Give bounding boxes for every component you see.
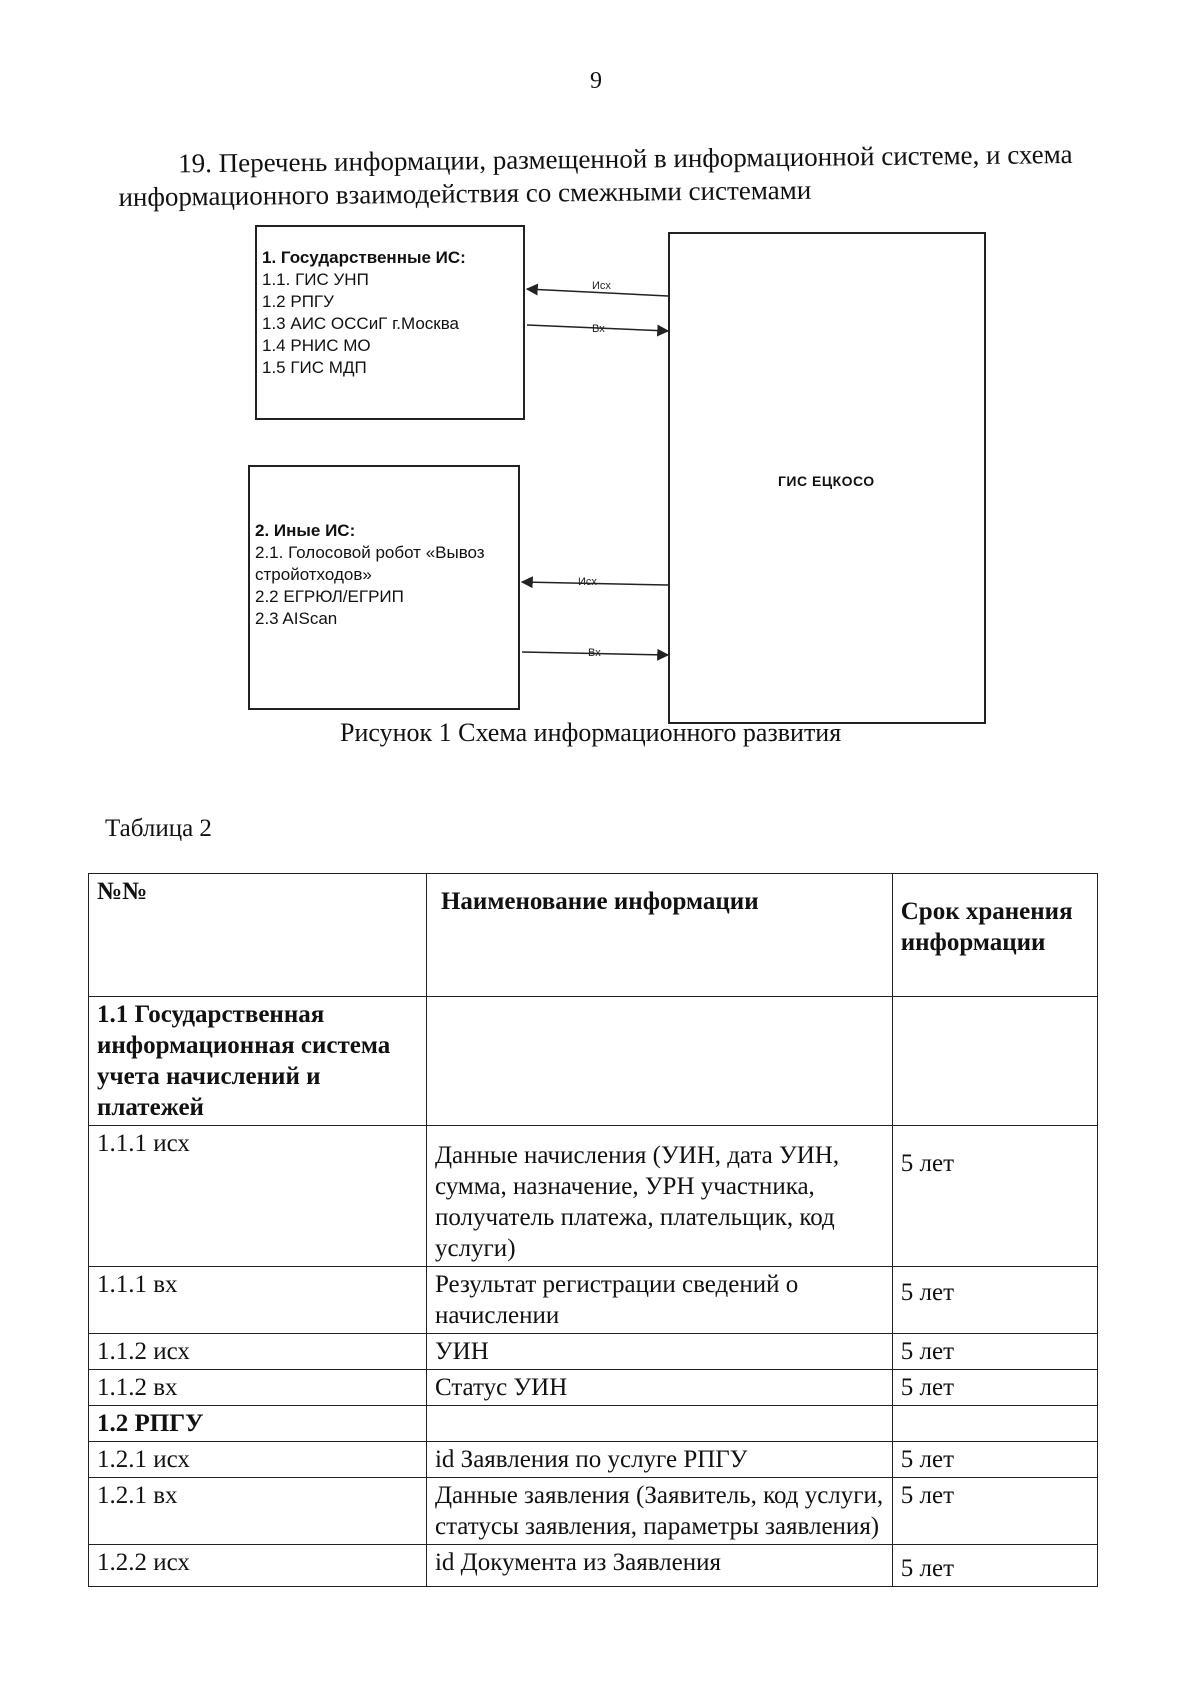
- row-retention-cell: [892, 997, 1097, 1126]
- header-cell-number: №№: [89, 874, 427, 997]
- state-system-item: 1.5 ГИС МДП: [262, 358, 367, 377]
- row-retention-cell: 5 лет: [892, 1442, 1097, 1478]
- row-number-cell: 1.1.2 исх: [89, 1334, 427, 1370]
- information-table: [88, 873, 1098, 1587]
- row-name-cell: [426, 997, 892, 1126]
- other-system-item: 2.1. Голосовой робот «Вывоз стройотходов»: [255, 543, 485, 584]
- row-retention-cell: 5 лет: [892, 1334, 1097, 1370]
- table-row: [89, 1370, 1098, 1406]
- row-number-cell: 1.1.1 исх: [89, 1126, 427, 1267]
- table-row: [89, 1126, 1098, 1267]
- page-number: 9: [590, 68, 602, 94]
- row-number-cell: 1.2.1 вх: [89, 1478, 427, 1545]
- row-name-cell: id Документа из Заявления: [426, 1545, 892, 1587]
- row-name-cell: Статус УИН: [426, 1370, 892, 1406]
- row-number-cell: 1.1 Государственная информационная система учета начислений и платежей: [89, 997, 427, 1126]
- row-number-cell: 1.2.1 исх: [89, 1442, 427, 1478]
- row-retention-cell: 5 лет: [892, 1267, 1097, 1334]
- table-row: [89, 997, 1098, 1126]
- row-name-cell: [426, 1406, 892, 1442]
- connectors-layer: [0, 0, 1200, 760]
- state-system-item: 1.1. ГИС УНП: [262, 270, 369, 289]
- figure-caption: Рисунок 1 Схема информационного развития: [340, 718, 842, 747]
- table-row: [89, 1267, 1098, 1334]
- connector-in-label: Вх: [588, 647, 601, 659]
- connector-in-label: Вх: [592, 323, 605, 335]
- table-row: [89, 1478, 1098, 1545]
- row-name-cell: id Заявления по услуге РПГУ: [426, 1442, 892, 1478]
- row-number-cell: 1.1.2 вх: [89, 1370, 427, 1406]
- row-name-cell: Данные начисления (УИН, дата УИН, сумма, назначение, УРН участника, получатель платежа, плательщик, код услуги): [426, 1126, 892, 1267]
- other-system-item: 2.2 ЕГРЮЛ/ЕГРИП: [255, 587, 404, 606]
- heading-line-1: 19. Перечень информации, размещенной в информационной системе, и схема: [178, 139, 1073, 179]
- row-number-cell: 1.1.1 вх: [89, 1267, 427, 1334]
- other-system-item: 2.3 AIScan: [255, 609, 338, 628]
- state-system-item: 1.4 РНИС МО: [262, 336, 371, 355]
- interaction-diagram: [0, 0, 1200, 760]
- row-retention-cell: 5 лет: [892, 1545, 1097, 1587]
- row-name-cell: Результат регистрации сведений о начислении: [426, 1267, 892, 1334]
- table-header-row: [89, 874, 1098, 997]
- table-row: [89, 1442, 1098, 1478]
- table-label: Таблица 2: [105, 815, 212, 842]
- header-cell-retention: Срок хранения информации: [892, 874, 1097, 997]
- state-system-item: 1.3 АИС ОССиГ г.Москва: [262, 314, 460, 333]
- header-cell-name: Наименование информации: [426, 874, 892, 997]
- table-row: [89, 1545, 1098, 1587]
- row-name-cell: УИН: [426, 1334, 892, 1370]
- row-number-cell: 1.2 РПГУ: [89, 1406, 427, 1442]
- row-name-cell: Данные заявления (Заявитель, код услуги, статусы заявления, параметры заявления): [426, 1478, 892, 1545]
- state-system-item: 1.2 РПГУ: [262, 292, 334, 311]
- heading-line-2: информационного взаимодействия со смежными системами: [118, 174, 812, 212]
- table-row: [89, 1406, 1098, 1442]
- row-retention-cell: 5 лет: [892, 1478, 1097, 1545]
- row-number-cell: 1.2.2 исх: [89, 1545, 427, 1587]
- connector-out-label: Исх: [578, 576, 597, 588]
- row-retention-cell: 5 лет: [892, 1126, 1097, 1267]
- main-system-label: ГИС ЕЦКОСО: [778, 473, 875, 489]
- table-row: [89, 1334, 1098, 1370]
- state-systems-title: 1. Государственные ИС:: [262, 248, 466, 267]
- connector-out-label: Исх: [592, 280, 611, 292]
- other-systems-title: 2. Иные ИС:: [255, 521, 356, 540]
- row-retention-cell: [892, 1406, 1097, 1442]
- row-retention-cell: 5 лет: [892, 1370, 1097, 1406]
